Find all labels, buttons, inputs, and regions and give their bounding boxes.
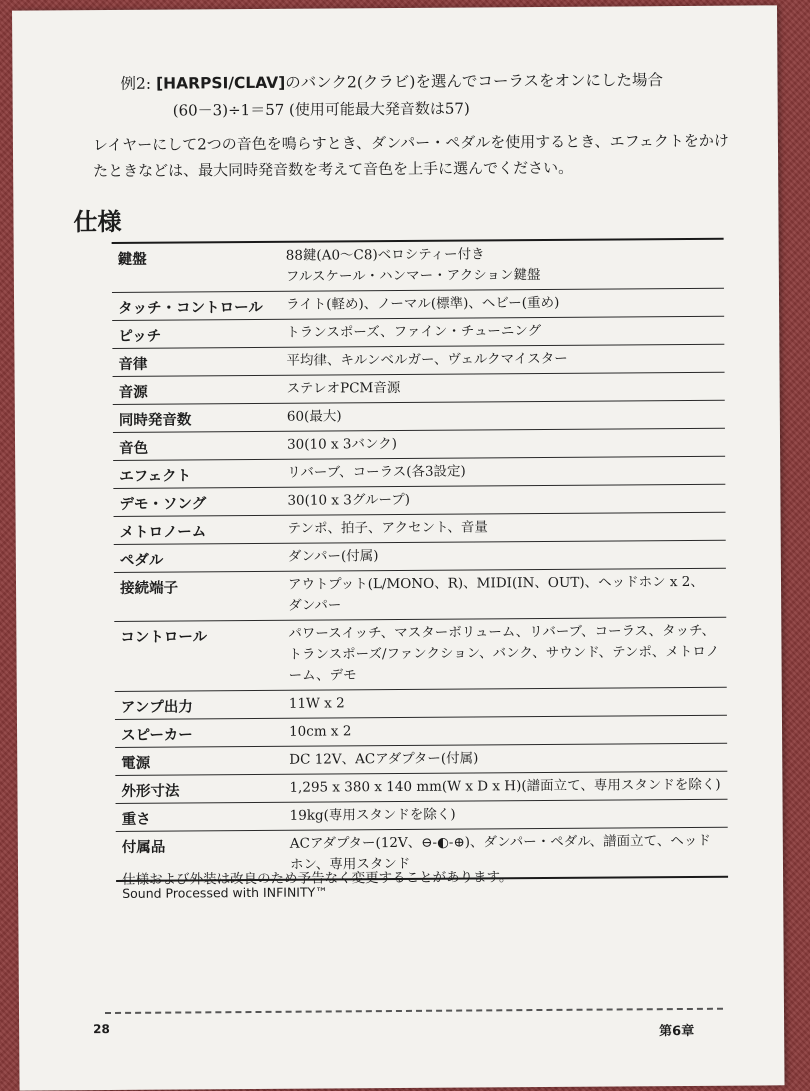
spec-value-line: 1,295 x 380 x 140 mm(W x D x H)(譜面立て、専用スタンドを除く) bbox=[289, 776, 721, 796]
spec-label: 付属品 bbox=[121, 839, 166, 856]
spec-label: デモ・ソング bbox=[119, 496, 207, 513]
spec-value bbox=[282, 800, 728, 830]
spec-row bbox=[112, 345, 724, 377]
spec-label: スピーカー bbox=[121, 727, 193, 744]
page-number: 28 bbox=[93, 1022, 110, 1037]
spec-value-line: リバーブ、コーラス(各3設定) bbox=[287, 463, 466, 481]
spec-value bbox=[279, 429, 725, 459]
spec-row bbox=[113, 401, 725, 433]
spec-value-line: 11W x 2 bbox=[288, 695, 345, 712]
spec-label: アンプ出力 bbox=[120, 699, 193, 716]
spec-label: ピッチ bbox=[118, 328, 162, 345]
spec-table bbox=[112, 238, 728, 882]
spec-value-line: DC 12V、ACアダプター(付属) bbox=[289, 750, 479, 768]
spec-row bbox=[112, 289, 724, 321]
spec-label: 鍵盤 bbox=[117, 251, 147, 268]
spec-label: 電源 bbox=[121, 755, 151, 772]
example-line: 例2: [HARPSI/CLAV]のバンク2(クラビ)を選んでコーラスをオンにした場合 bbox=[120, 71, 664, 93]
spec-label: 重さ bbox=[121, 811, 151, 828]
spec-value bbox=[281, 772, 727, 802]
spec-value bbox=[280, 513, 726, 543]
spec-row bbox=[116, 800, 728, 832]
spec-value-line: アウトプット(L/MONO、R)、MIDI(IN、OUT)、ヘッドホン x 2、 bbox=[287, 573, 704, 593]
spec-row bbox=[113, 485, 725, 517]
spec-value-line: ステレオPCM音源 bbox=[286, 379, 401, 397]
spec-value-line: トランスポーズ、ファイン・チューニング bbox=[286, 322, 542, 341]
polyphony-paragraph: レイヤーにして2つの音色を鳴らすとき、ダンパー・ペダルを使用するとき、エフェクトをかけたときなどは、最大同時発音数を考えて音色を上手に選んでください。 bbox=[92, 131, 729, 181]
spec-label: エフェクト bbox=[119, 468, 192, 485]
section-heading: 仕様 bbox=[73, 207, 122, 237]
spec-label: タッチ・コントロール bbox=[118, 299, 263, 317]
spec-value bbox=[278, 289, 724, 319]
spec-value-line: ACアダプター(12V、⊖-◐-⊕)、ダンパー・ペダル、譜面立て、ヘッド bbox=[289, 832, 711, 852]
spec-value-line: 88鍵(A0～C8)ベロシティー付き bbox=[285, 246, 485, 264]
spec-row bbox=[114, 541, 726, 573]
spec-label: コントロール bbox=[120, 629, 208, 646]
spec-value bbox=[280, 541, 726, 571]
spec-label: ペダル bbox=[119, 552, 164, 569]
spec-value bbox=[279, 401, 725, 431]
spec-value bbox=[279, 485, 725, 515]
spec-value-line: 30(10 x 3グループ) bbox=[287, 491, 411, 509]
spec-row bbox=[113, 429, 725, 461]
spec-row bbox=[115, 688, 727, 720]
spec-value-line: 10cm x 2 bbox=[288, 723, 352, 740]
spec-value-line: フルスケール・ハンマー・アクション鍵盤 bbox=[285, 266, 541, 285]
spec-value-line: 平均律、キルンベルガー、ヴェルクマイスター bbox=[286, 350, 568, 369]
spec-label: 接続端子 bbox=[119, 580, 179, 597]
spec-row bbox=[114, 513, 726, 545]
spec-value-line: ダンパー bbox=[288, 597, 342, 614]
spec-label: メトロノーム bbox=[119, 524, 207, 541]
spec-value bbox=[281, 688, 727, 718]
spec-value bbox=[279, 373, 725, 403]
spec-value bbox=[278, 317, 724, 347]
spec-value-line: テンポ、拍子、アクセント、音量 bbox=[287, 519, 488, 537]
spec-value-line: パワースイッチ、マスターボリューム、リバーブ、コーラス、タッチ、 bbox=[288, 622, 716, 642]
spec-value-line: 60(最大) bbox=[286, 408, 342, 425]
spec-value-line: 19kg(専用スタンドを除く) bbox=[289, 806, 456, 824]
spec-label: 外形寸法 bbox=[121, 783, 180, 800]
spec-label: 同時発音数 bbox=[118, 412, 192, 429]
spec-value-line: トランスポーズ/ファンクション、バンク、サウンド、テンポ、メトロノーム、デモ bbox=[288, 643, 720, 684]
chapter-label: 第6章 bbox=[659, 1023, 695, 1040]
spec-row bbox=[113, 373, 725, 405]
spec-value-line: ダンパー(付属) bbox=[287, 548, 379, 565]
spec-value bbox=[280, 618, 726, 690]
spec-value-line: 30(10 x 3バンク) bbox=[286, 435, 398, 453]
spec-row bbox=[115, 716, 727, 748]
spec-row bbox=[115, 772, 727, 804]
spec-value-line: ホン、専用スタンド bbox=[289, 855, 411, 873]
spec-row bbox=[113, 457, 725, 489]
spec-value bbox=[280, 569, 726, 620]
spec-label: 音色 bbox=[119, 440, 149, 457]
example-key: [HARPSI/CLAV] bbox=[155, 73, 286, 93]
spec-label: 音源 bbox=[118, 384, 148, 401]
spec-row bbox=[115, 744, 727, 776]
manual-page bbox=[12, 5, 785, 1090]
spec-label: 音律 bbox=[118, 356, 148, 373]
spec-row bbox=[114, 569, 726, 622]
spec-row bbox=[114, 618, 726, 692]
sound-credit: Sound Processed with INFINITY™ bbox=[122, 884, 328, 901]
footer-divider bbox=[105, 1008, 723, 1014]
spec-note: 仕様および外装は改良のため予告なく変更することがあります。 bbox=[122, 869, 513, 888]
spec-value bbox=[278, 345, 724, 375]
spec-value bbox=[278, 240, 724, 291]
example-formula: (60－3)÷1＝57 (使用可能最大発音数は57) bbox=[172, 99, 470, 120]
spec-value-line: ライト(軽め)、ノーマル(標準)、ヘビー(重め) bbox=[286, 294, 560, 313]
spec-value bbox=[279, 457, 725, 487]
spec-row bbox=[112, 317, 724, 349]
spec-value bbox=[281, 744, 727, 774]
spec-value bbox=[281, 716, 727, 746]
spec-row bbox=[112, 238, 724, 293]
